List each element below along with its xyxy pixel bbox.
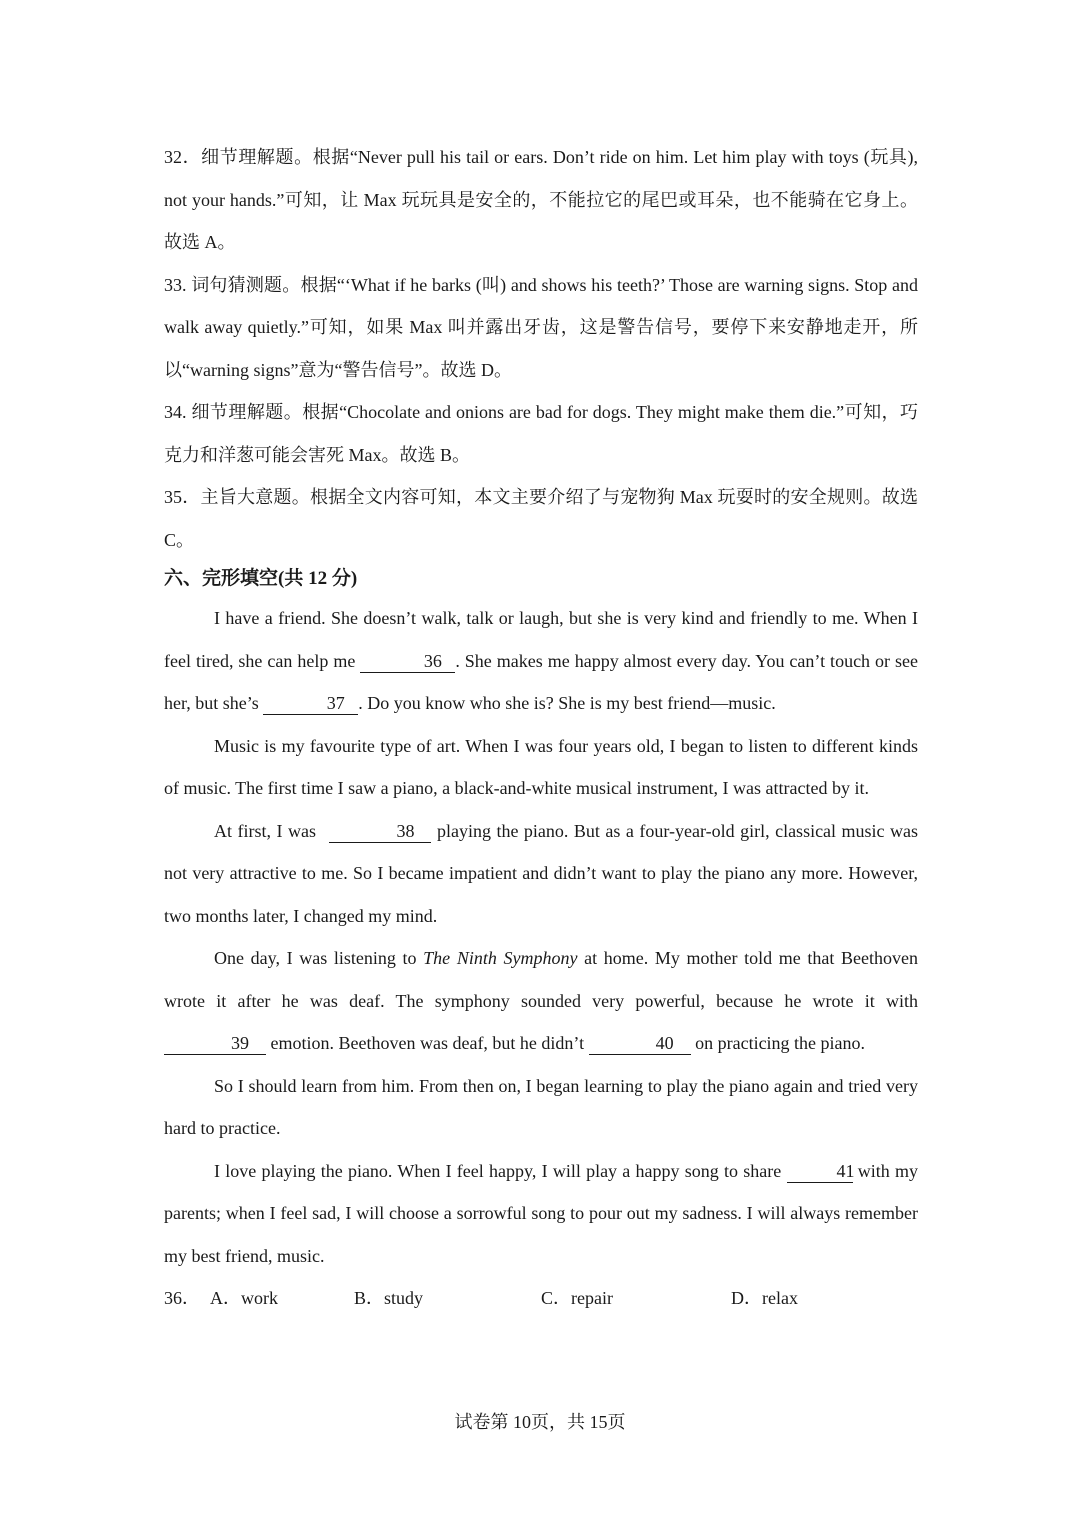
passage-text: . Do you know who she is? She is my best friend—music.	[358, 693, 776, 713]
option-c: C．repair	[541, 1288, 613, 1308]
page-content	[164, 136, 918, 1320]
passage-paragraph-4	[164, 937, 918, 1065]
passage-paragraph-2: Music is my favourite type of art. When I was four years old, I began to listen to different kinds of music. The first time I saw a piano, a black-and-white musical instrument, I was attracted by it.	[164, 735, 918, 798]
blank-40: 40	[589, 1032, 691, 1055]
page-footer: 试卷第 10页，共 15页	[454, 1412, 626, 1432]
passage-text: One day, I was listening to	[214, 948, 417, 968]
blank-37: 37	[263, 692, 358, 715]
passage-text: . She makes me happy almost every day. You can’t touch or see her, but she’s	[164, 650, 918, 713]
passage-text: at home. My mother told me that Beethoven wrote it after he was deaf. The symphony sounded very powerful, because he wrote it with	[164, 948, 919, 1011]
passage-text: playing the piano. But as a four-year-old girl, classical music was not very attractive to me. So I became impatient and didn’t want to play the piano any more. However, two months later, I changed my mind.	[164, 820, 919, 926]
option-b: B．study	[354, 1288, 424, 1308]
passage-text: I have a friend. She doesn’t walk, talk or laugh, but she is very kind and friendly to me. When I feel tired, she can help me	[164, 608, 918, 671]
symphony-title: The Ninth Symphony	[423, 948, 578, 968]
passage-text: I love playing the piano. When I feel happy, I will play a happy song to share	[214, 1160, 782, 1181]
passage-text: with my parents; when I feel sad, I will choose a sorrowful song to pour out my sadness. I will always remember my best friend, music.	[164, 1160, 918, 1266]
answer-32: 32．细节理解题。根据“Never pull his tail or ears. Don’t ride on him. Let him play with toys (玩具), not your hands.”可知，让 Max 玩玩具是安全的，不能拉它的尾巴或耳朵，也不能骑在它身上。故选 A。	[164, 147, 918, 252]
passage-paragraph-1	[164, 597, 918, 725]
answer-33: 33. 词句猜测题。根据“‘What if he barks (叫) and shows his teeth?’ Those are warning signs. Stop and walk away quietly.”可知，如果 Max 叫并露出牙齿，这是警告信号，要停下来安静地走开，所以“warning signs”意为“警告信号”。故选 D。	[164, 274, 918, 380]
passage-text: emotion. Beethoven was deaf, but he didn’t	[270, 1033, 585, 1053]
answer-35: 35．主旨大意题。根据全文内容可知，本文主要介绍了与宠物狗 Max 玩耍时的安全规则。故选 C。	[164, 487, 918, 550]
option-a: A．work	[210, 1288, 278, 1308]
blank-38: 38	[329, 820, 431, 843]
question-36-options	[164, 1277, 918, 1320]
answer-34: 34. 细节理解题。根据“Chocolate and onions are bad for dogs. They might make them die.”可知，巧克力和洋葱可能会害死 Max。故选 B。	[164, 402, 918, 465]
blank-41: 41	[787, 1160, 853, 1183]
passage-text: on practicing the piano.	[695, 1033, 866, 1053]
blank-36: 36	[360, 650, 455, 673]
option-d: D．relax	[731, 1288, 798, 1308]
blank-39: 39	[164, 1032, 266, 1055]
passage-paragraph-3	[164, 810, 918, 938]
passage-paragraph-5: So I should learn from him. From then on, I began learning to play the piano again and tried very hard to practice.	[164, 1075, 918, 1138]
passage-paragraph-6	[164, 1150, 918, 1278]
passage-text: At first, I was	[214, 820, 316, 841]
question-36-number: 36．	[164, 1288, 200, 1308]
section-title: 六、完形填空(共 12 分)	[164, 568, 358, 589]
